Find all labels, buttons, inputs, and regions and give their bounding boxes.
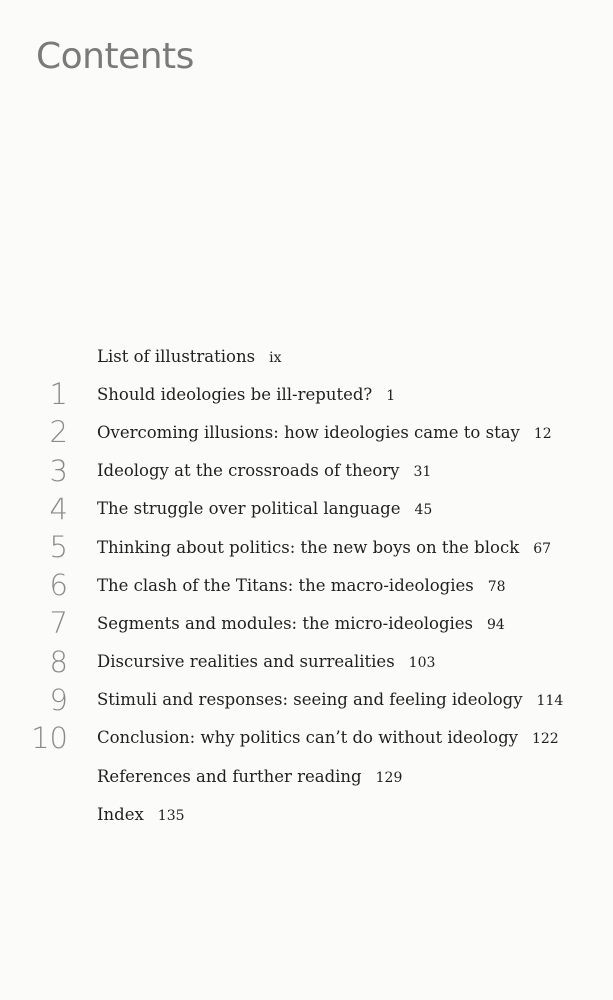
page-number: 31 bbox=[413, 464, 432, 481]
page-number: 114 bbox=[536, 693, 564, 710]
page-number: 45 bbox=[414, 502, 433, 519]
chapter-number: 3 bbox=[49, 453, 68, 488]
chapter-title: Discursive realities and surrealities bbox=[97, 652, 395, 672]
chapter-number: 8 bbox=[49, 644, 68, 679]
chapter-number: 5 bbox=[49, 529, 68, 564]
toc-entry-chapter-7[interactable] bbox=[0, 605, 613, 643]
toc-entry-text bbox=[97, 376, 395, 415]
chapter-title: The clash of the Titans: the macro-ideologies bbox=[97, 575, 474, 595]
page-number: 94 bbox=[487, 616, 505, 633]
chapter-title: Should ideologies be ill-reputed? bbox=[97, 384, 373, 404]
toc-entry-text bbox=[97, 643, 435, 682]
toc-entry-references[interactable] bbox=[0, 758, 613, 796]
toc-entry-chapter-2[interactable] bbox=[0, 414, 613, 452]
page-number: ix bbox=[269, 349, 282, 366]
toc-entry-text bbox=[97, 567, 506, 606]
chapter-title: Conclusion: why politics can’t do without ideology bbox=[97, 728, 518, 748]
toc-entry-text bbox=[97, 605, 505, 644]
chapter-title: The struggle over political language bbox=[97, 499, 401, 519]
chapter-number: 9 bbox=[49, 682, 68, 717]
chapter-number: 10 bbox=[31, 720, 68, 755]
page-title: Contents bbox=[36, 36, 194, 77]
chapter-title: References and further reading bbox=[97, 766, 362, 786]
chapter-title: Stimuli and responses: seeing and feeling ideology bbox=[97, 690, 523, 710]
chapter-title: Overcoming illusions: how ideologies came to stay bbox=[97, 422, 520, 442]
page-number: 78 bbox=[487, 578, 506, 595]
toc-entry-chapter-10[interactable] bbox=[0, 720, 613, 758]
toc-entry-text bbox=[97, 758, 402, 797]
toc-entry-chapter-9[interactable] bbox=[0, 682, 613, 720]
toc-entry-list-of-illustrations[interactable] bbox=[0, 338, 613, 376]
page-number: 12 bbox=[533, 425, 552, 442]
page-number: 103 bbox=[408, 655, 436, 672]
toc-entry-text bbox=[97, 490, 432, 529]
page-number: 67 bbox=[533, 540, 552, 557]
chapter-number: 1 bbox=[49, 377, 68, 412]
toc-entry-index[interactable] bbox=[0, 796, 613, 834]
table-of-contents bbox=[0, 338, 613, 834]
chapter-number: 7 bbox=[49, 606, 68, 641]
toc-entry-chapter-3[interactable] bbox=[0, 453, 613, 491]
chapter-title: Ideology at the crossroads of theory bbox=[97, 461, 400, 481]
chapter-title: List of illustrations bbox=[97, 346, 256, 366]
toc-entry-text bbox=[97, 452, 431, 491]
toc-entry-text bbox=[97, 796, 185, 835]
chapter-number: 4 bbox=[49, 491, 68, 526]
toc-entry-text bbox=[97, 529, 551, 568]
toc-entry-text bbox=[97, 338, 281, 377]
page-number: 122 bbox=[531, 731, 559, 748]
chapter-number: 6 bbox=[49, 568, 68, 603]
chapter-title: Index bbox=[97, 804, 144, 824]
toc-entry-chapter-4[interactable] bbox=[0, 491, 613, 529]
toc-entry-chapter-6[interactable] bbox=[0, 567, 613, 605]
chapter-title: Thinking about politics: the new boys on the block bbox=[97, 537, 520, 557]
toc-entry-chapter-1[interactable] bbox=[0, 376, 613, 414]
toc-entry-text bbox=[97, 719, 559, 758]
toc-entry-chapter-8[interactable] bbox=[0, 644, 613, 682]
chapter-number: 2 bbox=[49, 415, 68, 450]
toc-entry-text bbox=[97, 414, 552, 453]
page-number: 129 bbox=[375, 769, 403, 786]
toc-entry-chapter-5[interactable] bbox=[0, 529, 613, 567]
toc-entry-text bbox=[97, 681, 563, 720]
chapter-title: Segments and modules: the micro-ideologies bbox=[97, 613, 474, 633]
page-number: 135 bbox=[157, 807, 185, 824]
page-number: 1 bbox=[386, 387, 396, 404]
